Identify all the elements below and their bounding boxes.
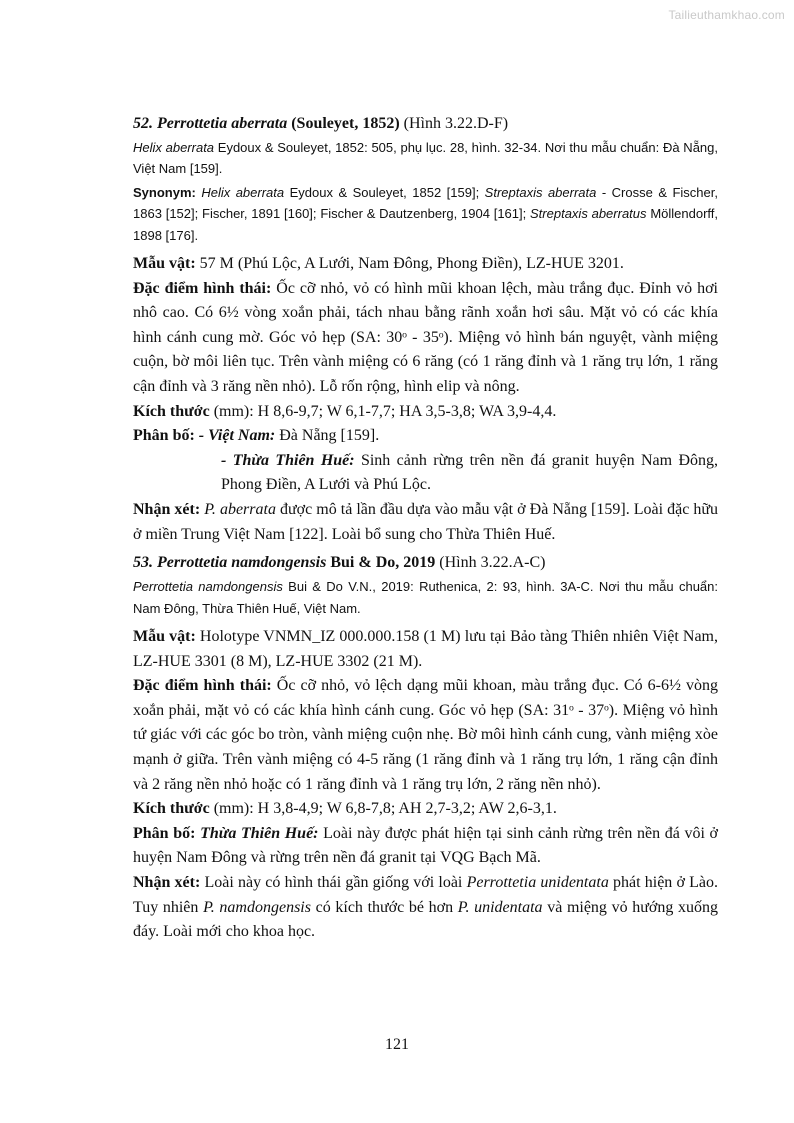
species-52-remark: Nhận xét: P. aberrata được mô tả lần đầu dựa vào mẫu vật ở Đà Nẵng [159]. Loài đặc hữu ở miền Trung Việt Nam [122]. Loài bổ sung cho Thừa Thiên Huế. — [133, 500, 719, 543]
page-content — [133, 113, 718, 945]
species-53-size: Kích thước (mm): H 3,8-4,9; W 6,8-7,8; AH 2,7-3,2; AW 2,6-3,1. — [133, 800, 557, 818]
species-52-size: Kích thước (mm): H 8,6-9,7; W 6,1-7,7; HA 3,5-3,8; WA 3,9-4,4. — [133, 402, 557, 420]
species-52-heading: 52. Perrottetia aberrata (Souleyet, 1852) (Hình 3.22.D-F) — [133, 115, 509, 132]
species-52-specimen: Mẫu vật: 57 M (Phú Lộc, A Lưới, Nam Đông, Phong Điền), LZ-HUE 3201. — [133, 255, 624, 273]
species-52-synonym: Synonym: Helix aberrata Eydoux & Souleyet, 1852 [159]; Streptaxis aberrata - Crosse & Fischer, 1863 [152]; Fischer, 1891 [160]; Fischer & Dautzenberg, 1904 [161]; Streptaxis aberratus Möllendorff, 1898 [176]. — [133, 184, 718, 243]
species-53-original-description: Perrottetia namdongensis Bui & Do V.N., 2019: Ruthenica, 2: 93, hình. 3A-C. Nơi thu mẫu chuẩn: Nam Đông, Thừa Thiên Huế, Việt Nam. — [133, 579, 718, 616]
species-52-distribution-vietnam: Phân bố: - Việt Nam: Đà Nẵng [159]. — [133, 427, 380, 445]
species-52-distribution-tth: - Thừa Thiên Huế: Sinh cảnh rừng trên nền đá granit huyện Nam Đông, Phong Điền, A Lưới và Phú Lộc. — [221, 451, 718, 494]
species-53-morphology: Đặc điểm hình thái: Ốc cỡ nhỏ, vỏ lệch dạng mũi khoan, màu trắng đục. Có 6-6½ vòng xoắn phải, mặt vỏ có các khía hình cánh cung. Góc vỏ hẹp (SA: 31ᵒ - 37ᵒ). Miệng vỏ hình tứ giác với các góc bo tròn, vành miệng cuộn nhẹ. Bờ môi hình cánh cung, vành miệng xòe mạnh ở giữa. Trên vành miệng có 4-5 răng (1 răng đỉnh và 1 răng trụ lớn, 1 răng cận đỉnh và 2 răng nền nhỏ hoặc có 1 răng đỉnh và 1 răng trụ lớn, 2 răng nền nhỏ). — [133, 677, 719, 793]
species-53-specimen: Mẫu vật: Holotype VNMN_IZ 000.000.158 (1 M) lưu tại Bảo tàng Thiên nhiên Việt Nam, LZ-HUE 3301 (8 M), LZ-HUE 3302 (21 M). — [133, 627, 719, 670]
species-52-original-description: Helix aberrata Eydoux & Souleyet, 1852: 505, phụ lục. 28, hình. 32-34. Nơi thu mẫu chuẩn: Đà Nẵng, Việt Nam [159]. — [133, 140, 718, 177]
species-52-morphology: Đặc điểm hình thái: Ốc cỡ nhỏ, vỏ có hình mũi khoan lệch, màu trắng đục. Đỉnh vỏ hơi nhô cao. Có 6½ vòng xoắn phải, tách nhau bằng rãnh xoắn hơi sâu. Mặt vỏ có các khía hình cánh cung mờ. Góc vỏ hẹp (SA: 30ᵒ - 35ᵒ). Miệng vỏ hình bán nguyệt, vành miệng cuộn, bờ môi liên tục. Trên vành miệng có 6 răng (có 1 răng đỉnh và 1 răng trụ lớn, 1 răng cận đỉnh và 3 răng nền nhỏ). Lỗ rốn rộng, hình elip và nông. — [133, 279, 718, 395]
species-53-remark: Nhận xét: Loài này có hình thái gần giống với loài Perrottetia unidentata phát hiện ở Lào. Tuy nhiên P. namdongensis có kích thước bé hơn P. unidentata và miệng vỏ hướng xuống đáy. Loài mới cho khoa học. — [133, 873, 719, 941]
species-53-distribution: Phân bố: Thừa Thiên Huế: Loài này được phát hiện tại sinh cảnh rừng trên nền đá vôi ở huyện Nam Đông và rừng trên nền đá granit tại VQG Bạch Mã. — [133, 824, 718, 867]
species-53-heading: 53. Perrottetia namdongensis Bui & Do, 2019 (Hình 3.22.A-C) — [133, 554, 546, 572]
page-number: 121 — [385, 1036, 409, 1053]
watermark: Tailieuthamkhao.com — [668, 8, 785, 22]
